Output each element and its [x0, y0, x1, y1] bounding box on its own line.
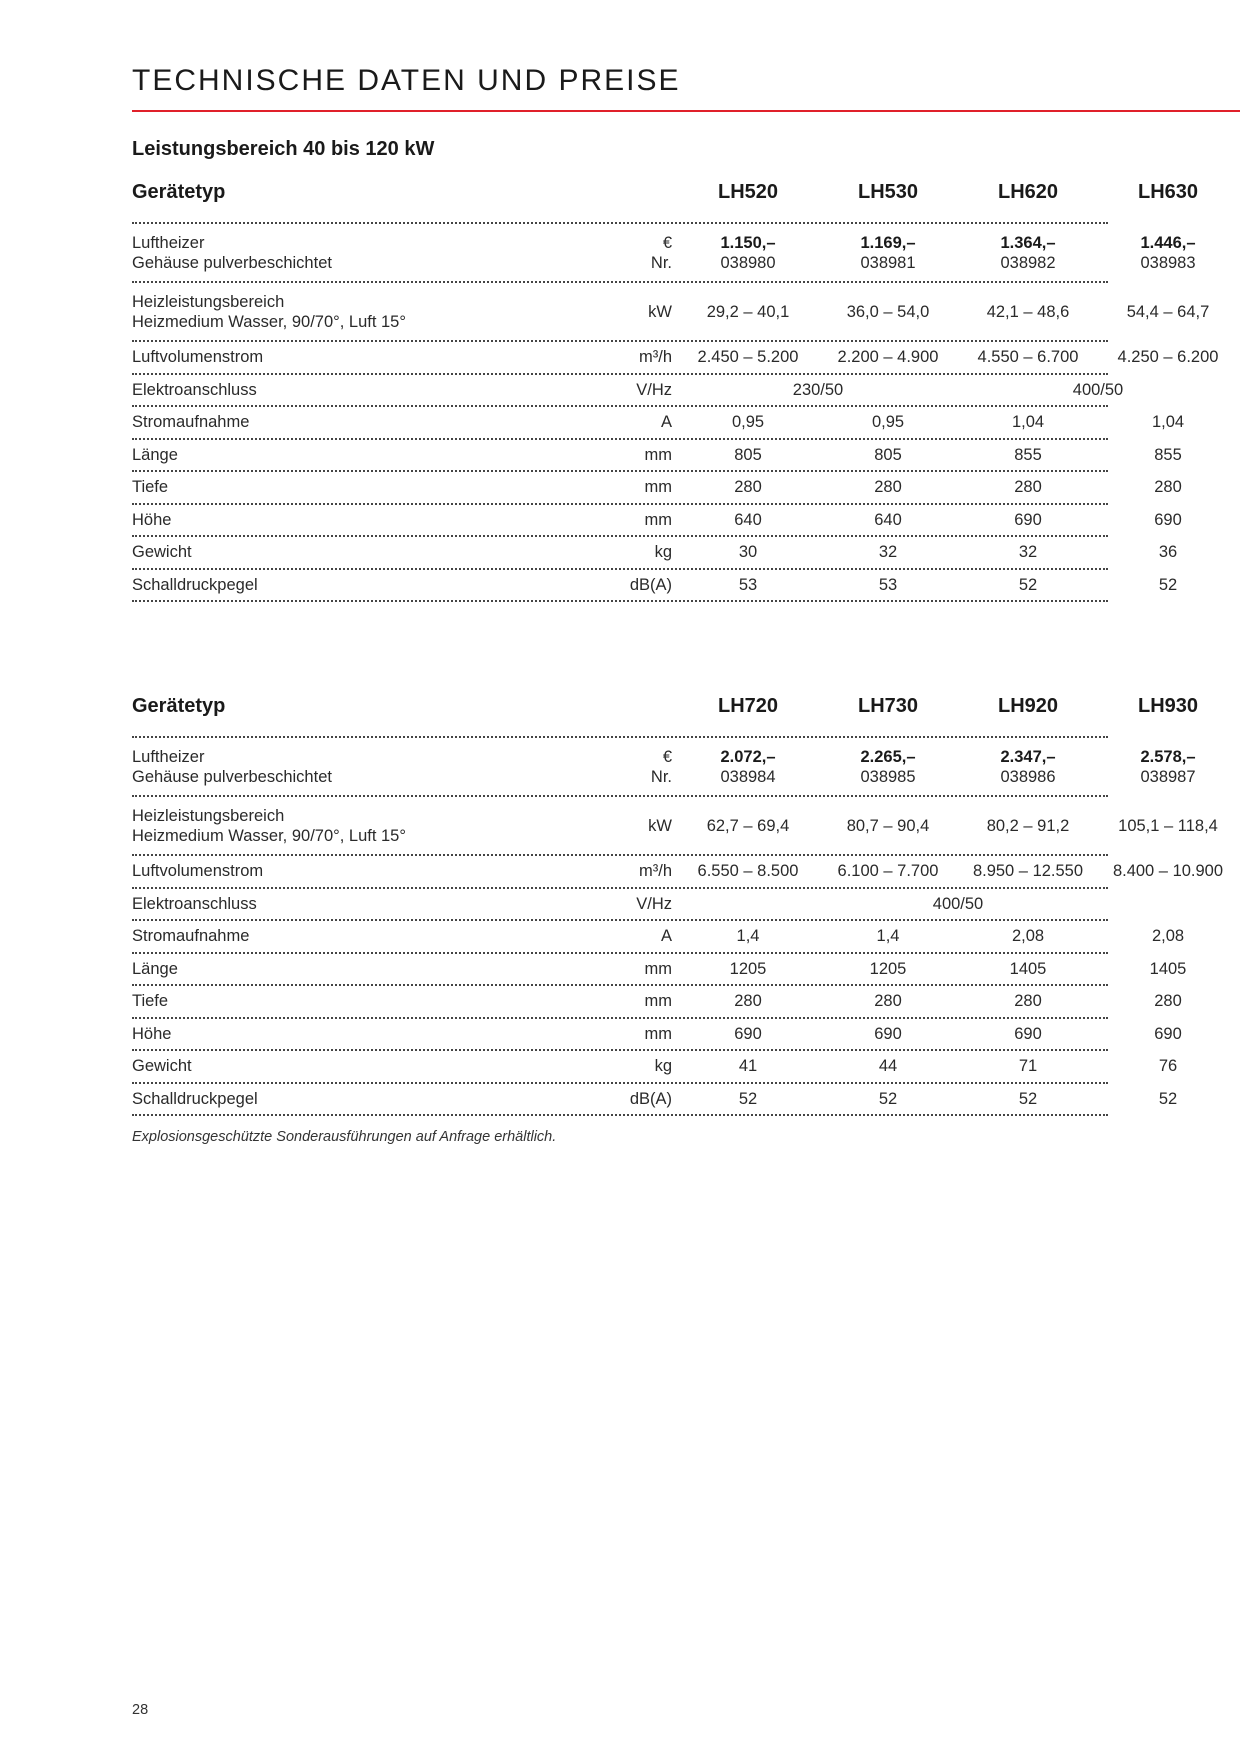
heat-label: Heizleistungsbereich: [132, 292, 285, 311]
table-cell: 1405: [1009, 959, 1047, 978]
article-number: 038981: [860, 253, 916, 272]
price-row: [132, 738, 1196, 797]
table-cell: 1,04: [1151, 413, 1185, 432]
article-number: 038983: [1140, 253, 1196, 272]
row-label: Schalldruckpegel: [132, 575, 258, 594]
table-cell: 44: [878, 1057, 898, 1076]
table-cell: 1405: [1149, 959, 1187, 978]
row-unit: mm: [644, 510, 672, 529]
row-label: Gewicht: [132, 543, 192, 562]
row-label: Schalldruckpegel: [132, 1089, 258, 1108]
table-cell: 2.450 – 5.200: [697, 348, 799, 367]
footnote: Explosionsgeschützte Sonderausführungen auf Anfrage erhältlich.: [132, 1129, 557, 1145]
row-unit: kW: [648, 302, 672, 321]
table-cell: 805: [734, 445, 762, 464]
table-cell: 690: [874, 1024, 902, 1043]
table-cell: 2.200 – 4.900: [837, 348, 939, 367]
row-label: Luftvolumenstrom: [132, 348, 264, 367]
row-unit: [452, 738, 672, 795]
airflow-row: [132, 856, 1224, 889]
table-cell: 280: [1014, 992, 1042, 1011]
table-cell: 280: [874, 992, 902, 1011]
heat-label: Heizleistungsbereich: [132, 806, 285, 825]
price-cell: [958, 224, 1098, 281]
table-cell: 80,7 – 90,4: [846, 816, 930, 835]
number-unit: Nr.: [650, 253, 672, 272]
table-row: [132, 986, 1182, 1019]
housing-label: Gehäuse pulverbeschichtet: [132, 767, 332, 786]
number-unit: Nr.: [650, 767, 672, 786]
table-cell: 36,0 – 54,0: [846, 302, 930, 321]
heat-medium-label: Heizmedium Wasser, 90/70°, Luft 15°: [132, 312, 406, 331]
page-number: 28: [132, 1702, 149, 1718]
currency-unit: €: [662, 233, 672, 252]
table-cell: 6.100 – 7.700: [837, 862, 939, 881]
table-cell: 690: [734, 1024, 762, 1043]
row-unit: m³/h: [639, 862, 672, 881]
table-cell: 855: [1014, 445, 1042, 464]
airflow-row: [132, 342, 1219, 375]
currency-unit: €: [662, 747, 672, 766]
table-cell: 400/50: [1072, 380, 1124, 399]
row-label: Luftvolumenstrom: [132, 862, 264, 881]
row-unit: m³/h: [639, 348, 672, 367]
model-name: LH930: [1137, 695, 1199, 717]
table-cell: 53: [878, 575, 898, 594]
model-name: LH620: [997, 181, 1059, 203]
table-cell: 280: [734, 992, 762, 1011]
table-cell: 62,7 – 69,4: [706, 816, 790, 835]
model-name: LH520: [717, 181, 779, 203]
article-number: 038986: [1000, 767, 1056, 786]
electrical-row: [132, 889, 1108, 922]
page-title: TECHNISCHE DATEN UND PREISE: [132, 64, 681, 97]
table-header-row: [132, 178, 1199, 224]
table-row: [132, 472, 1182, 505]
row-unit: V/Hz: [636, 380, 672, 399]
price-value: 2.265,–: [860, 747, 916, 766]
table-cell: 52: [1018, 1089, 1038, 1108]
table-cell: 230/50: [792, 380, 844, 399]
table-cell: 280: [1154, 992, 1182, 1011]
electrical-row: [132, 375, 1124, 408]
article-number: 038987: [1140, 767, 1196, 786]
table-cell: 76: [1158, 1057, 1178, 1076]
row-label: Elektroanschluss: [132, 380, 257, 399]
table-cell: 52: [878, 1089, 898, 1108]
table-cell: 2,08: [1011, 927, 1045, 946]
table-cell: 280: [874, 478, 902, 497]
table-row: [132, 570, 1178, 603]
model-name: LH920: [997, 695, 1059, 717]
row-unit: kg: [654, 543, 672, 562]
row-unit: mm: [644, 478, 672, 497]
article-number: 038980: [720, 253, 776, 272]
price-row: [132, 224, 1196, 283]
table-cell: 1205: [729, 959, 767, 978]
table-cell: 0,95: [731, 413, 765, 432]
table-cell: 30: [738, 543, 758, 562]
heat-medium-label: Heizmedium Wasser, 90/70°, Luft 15°: [132, 826, 406, 845]
title-rule: [132, 110, 1240, 112]
price-cell: [678, 738, 818, 795]
header-label: Gerätetyp: [132, 695, 226, 717]
table-cell: 855: [1154, 445, 1182, 464]
price-cell: [818, 224, 958, 281]
price-label: Luftheizer: [132, 233, 205, 252]
price-value: 2.347,–: [1000, 747, 1056, 766]
price-value: 1.150,–: [720, 233, 776, 252]
table-cell: 53: [738, 575, 758, 594]
table-cell: 36: [1158, 543, 1178, 562]
table-cell: 1205: [869, 959, 907, 978]
table-cell: 6.550 – 8.500: [697, 862, 799, 881]
section-subtitle: Leistungsbereich 40 bis 120 kW: [132, 138, 435, 160]
table-cell: 105,1 – 118,4: [1118, 816, 1218, 835]
table-cell: 1,4: [876, 927, 900, 946]
row-label: Länge: [132, 959, 178, 978]
row-label: Höhe: [132, 510, 172, 529]
table-cell: 640: [874, 510, 902, 529]
table-row: [132, 1051, 1178, 1084]
table-row: [132, 1019, 1182, 1052]
table-row: [132, 537, 1178, 570]
table-cell: 690: [1014, 510, 1042, 529]
table-cell: 805: [874, 445, 902, 464]
table-cell: 1,04: [1011, 413, 1045, 432]
row-label: Stromaufnahme: [132, 927, 250, 946]
row-unit: V/Hz: [636, 894, 672, 913]
table-row: [132, 505, 1182, 538]
table-row: [132, 1084, 1178, 1117]
spec-table-2: [132, 692, 1224, 1116]
price-value: 1.169,–: [860, 233, 916, 252]
row-label: [132, 224, 452, 281]
table-row: [132, 407, 1185, 440]
price-value: 1.446,–: [1140, 233, 1196, 252]
table-cell: 52: [1158, 1089, 1178, 1108]
header-label: Gerätetyp: [132, 181, 226, 203]
spec-table-1: [132, 178, 1219, 602]
table-cell: 8.950 – 12.550: [972, 862, 1084, 881]
row-unit: mm: [644, 959, 672, 978]
row-unit: A: [660, 927, 672, 946]
price-cell: [958, 738, 1098, 795]
model-name: LH720: [717, 695, 779, 717]
row-label: Länge: [132, 445, 178, 464]
table-rows: [132, 921, 1187, 1116]
article-number: 038984: [720, 767, 776, 786]
heat-output-row: [132, 797, 1218, 856]
heat-output-row: [132, 283, 1210, 342]
row-label: Tiefe: [132, 478, 169, 497]
price-value: 2.578,–: [1140, 747, 1196, 766]
table-cell: 690: [1014, 1024, 1042, 1043]
table-cell: 52: [1158, 575, 1178, 594]
model-name: LH530: [857, 181, 919, 203]
row-label: Stromaufnahme: [132, 413, 250, 432]
table-cell: 71: [1018, 1057, 1038, 1076]
table-row: [132, 954, 1187, 987]
table-header-row: [132, 692, 1199, 738]
table-cell: 690: [1154, 1024, 1182, 1043]
row-unit: A: [660, 413, 672, 432]
table-cell: 8.400 – 10.900: [1112, 862, 1224, 881]
row-label: [132, 283, 452, 340]
table-cell: 280: [734, 478, 762, 497]
row-label: [132, 738, 452, 795]
price-cell: [1098, 738, 1238, 795]
row-label: Tiefe: [132, 992, 169, 1011]
row-unit: kW: [648, 816, 672, 835]
table-cell: 52: [1018, 575, 1038, 594]
table-cell: 32: [878, 543, 898, 562]
row-unit: mm: [644, 445, 672, 464]
model-name: LH730: [857, 695, 919, 717]
table-cell: 280: [1154, 478, 1182, 497]
table-cell: 2,08: [1151, 927, 1185, 946]
price-cell: [678, 224, 818, 281]
table-row: [132, 921, 1185, 954]
row-unit: dB(A): [629, 575, 672, 594]
table-cell: 640: [734, 510, 762, 529]
housing-label: Gehäuse pulverbeschichtet: [132, 253, 332, 272]
table-cell: 41: [738, 1057, 758, 1076]
row-unit: mm: [644, 1024, 672, 1043]
table-row: [132, 440, 1182, 473]
row-unit: mm: [644, 992, 672, 1011]
table-cell: 29,2 – 40,1: [706, 302, 790, 321]
table-cell: 32: [1018, 543, 1038, 562]
row-unit: [452, 224, 672, 281]
article-number: 038985: [860, 767, 916, 786]
price-label: Luftheizer: [132, 747, 205, 766]
price-cell: [1098, 224, 1238, 281]
table-cell: 400/50: [932, 894, 984, 913]
table-cell: 4.550 – 6.700: [977, 348, 1079, 367]
price-cell: [818, 738, 958, 795]
table-cell: 52: [738, 1089, 758, 1108]
table-cell: 690: [1154, 510, 1182, 529]
table-cell: 54,4 – 64,7: [1126, 302, 1210, 321]
row-unit: kg: [654, 1057, 672, 1076]
article-number: 038982: [1000, 253, 1056, 272]
price-value: 2.072,–: [720, 747, 776, 766]
table-cell: 4.250 – 6.200: [1117, 348, 1219, 367]
model-name: LH630: [1137, 181, 1199, 203]
table-cell: 0,95: [871, 413, 905, 432]
table-rows: [132, 407, 1185, 602]
table-cell: 280: [1014, 478, 1042, 497]
price-value: 1.364,–: [1000, 233, 1056, 252]
row-label: [132, 797, 452, 854]
table-cell: 42,1 – 48,6: [986, 302, 1070, 321]
row-label: Elektroanschluss: [132, 894, 257, 913]
row-label: Gewicht: [132, 1057, 192, 1076]
table-cell: 1,4: [736, 927, 760, 946]
row-unit: dB(A): [629, 1089, 672, 1108]
row-label: Höhe: [132, 1024, 172, 1043]
table-cell: 80,2 – 91,2: [986, 816, 1070, 835]
